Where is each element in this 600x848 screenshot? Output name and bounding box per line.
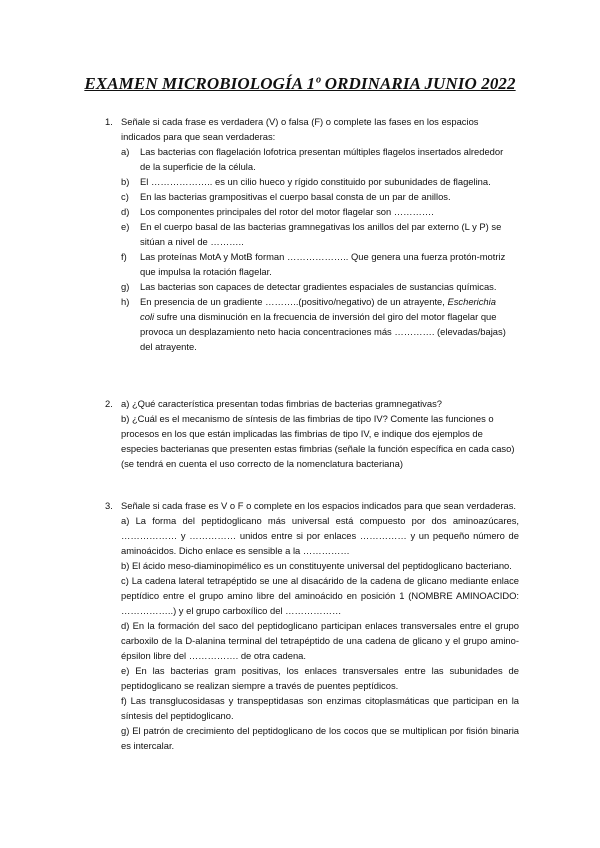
question-1-item-g	[121, 279, 511, 294]
question-3-item-c: c) La cadena lateral tetrapéptido se une al disacárido de la cadena de glicano mediante enlace peptídico entre el grupo amino libre del aminoácido en posición 1 (NOMBRE AMINOACIDO: ……………..) y el grupo carboxílico del ………………	[121, 575, 519, 616]
question-1	[121, 114, 511, 354]
question-1-item-b	[121, 174, 511, 189]
question-3-intro: Señale si cada frase es V o F o complete en los espacios indicados para que sean verdaderas.	[121, 500, 517, 511]
item-label: h)	[121, 296, 130, 307]
item-label: c)	[121, 191, 129, 202]
item-text-before: En presencia de un gradiente ………..(positivo/negativo) de un atrayente,	[140, 296, 448, 307]
item-text: El ……………….. es un cilio hueco y rígido constituido por subunidades de flagelina.	[140, 176, 491, 187]
question-1-item-a	[121, 144, 511, 174]
question-1-item-c	[121, 189, 511, 204]
question-3-item-a: a) La forma del peptidoglicano más universal está compuesto por dos aminoazúcares, ……………… y …………… unidos entre si por enlaces …………… y un pequeño número de aminoácidos. Dicho enlace es sensible a la ……………	[121, 515, 519, 556]
question-3-item-b: b) El ácido meso-diaminopimélico es un constituyente universal del peptidoglicano bacteriano.	[121, 560, 512, 571]
item-text: Las bacterias con flagelación lofotrica presentan múltiples flagelos insertados alrededor de la superficie de la célula.	[140, 146, 504, 172]
question-1-item-h	[121, 294, 511, 354]
question-1-intro: Señale si cada frase es verdadera (V) o falsa (F) o complete las fases en los espacios indicados para que sean verdaderas:	[121, 116, 479, 142]
item-text: En el cuerpo basal de las bacterias gramnegativas los anillos del par externo (L y P) se sitúan a nivel de ………..	[140, 221, 502, 247]
question-2-number: 2.	[105, 398, 113, 409]
item-text: En las bacterias grampositivas el cuerpo basal consta de un par de anillos.	[140, 191, 451, 202]
question-3-item-g: g) El patrón de crecimiento del peptidoglicano de los cocos que se multiplican por fisión binaria es intercalar.	[121, 725, 519, 751]
question-3-item-e: e) En las bacterias gram positivas, los enlaces transversales entre las subunidades de peptidoglicano se realizan siempre a través de puentes peptídicos.	[121, 665, 519, 691]
item-label: f)	[121, 251, 127, 262]
question-1-number: 1.	[105, 116, 113, 127]
item-label: b)	[121, 176, 130, 187]
question-2-part-b: b) ¿Cuál es el mecanismo de síntesis de las fimbrias de tipo IV? Comente las funciones o procesos en los que están implicadas las fimbrias de tipo IV, e indique dos ejemplos de especies bacterianas que presenten estas fimbrias (señale la función específica en cada caso) (se tendrá en cuenta el uso correcto de la nomenclatura bacteriana)	[121, 413, 515, 469]
question-3	[121, 498, 519, 753]
item-label: e)	[121, 221, 130, 232]
item-label: d)	[121, 206, 130, 217]
question-3-number: 3.	[105, 500, 113, 511]
question-2-part-a: a) ¿Qué característica presentan todas fimbrias de bacterias gramnegativas?	[121, 398, 442, 409]
item-text-after: sufre una disminución en la frecuencia de inversión del giro del motor flagelar que provoca un desplazamiento neto hacia concentraciones más …………. (elevadas/bajas) del atrayente.	[140, 311, 506, 352]
exam-title: EXAMEN MICROBIOLOGÍA 1º ORDINARIA JUNIO 2022	[84, 74, 516, 93]
item-text: Las bacterias son capaces de detectar gradientes espaciales de sustancias químicas.	[140, 281, 497, 292]
question-1-item-d	[121, 204, 511, 219]
item-label: g)	[121, 281, 130, 292]
item-label: a)	[121, 146, 130, 157]
question-2	[121, 396, 516, 471]
item-text: Las proteínas MotA y MotB forman ……………….. Que genera una fuerza protón-motriz que impulsa la rotación flagelar.	[140, 251, 506, 277]
question-1-item-e	[121, 219, 511, 249]
question-1-item-f	[121, 249, 511, 279]
item-text: Los componentes principales del rotor del motor flagelar son ………….	[140, 206, 434, 217]
question-3-item-f: f) Las transglucosidasas y transpeptidasas son enzimas citoplasmáticas que participan en la síntesis del peptidoglicano.	[121, 695, 519, 721]
species-name: Escherichia coli	[140, 296, 496, 322]
question-3-item-d: d) En la formación del saco del peptidoglicano participan enlaces transversales entre el grupo carboxilo de la D-alanina terminal del tetrapéptido de una cadena de glicano y el grupo amino-épsilon libre del ……………. de otra cadena.	[121, 620, 519, 661]
